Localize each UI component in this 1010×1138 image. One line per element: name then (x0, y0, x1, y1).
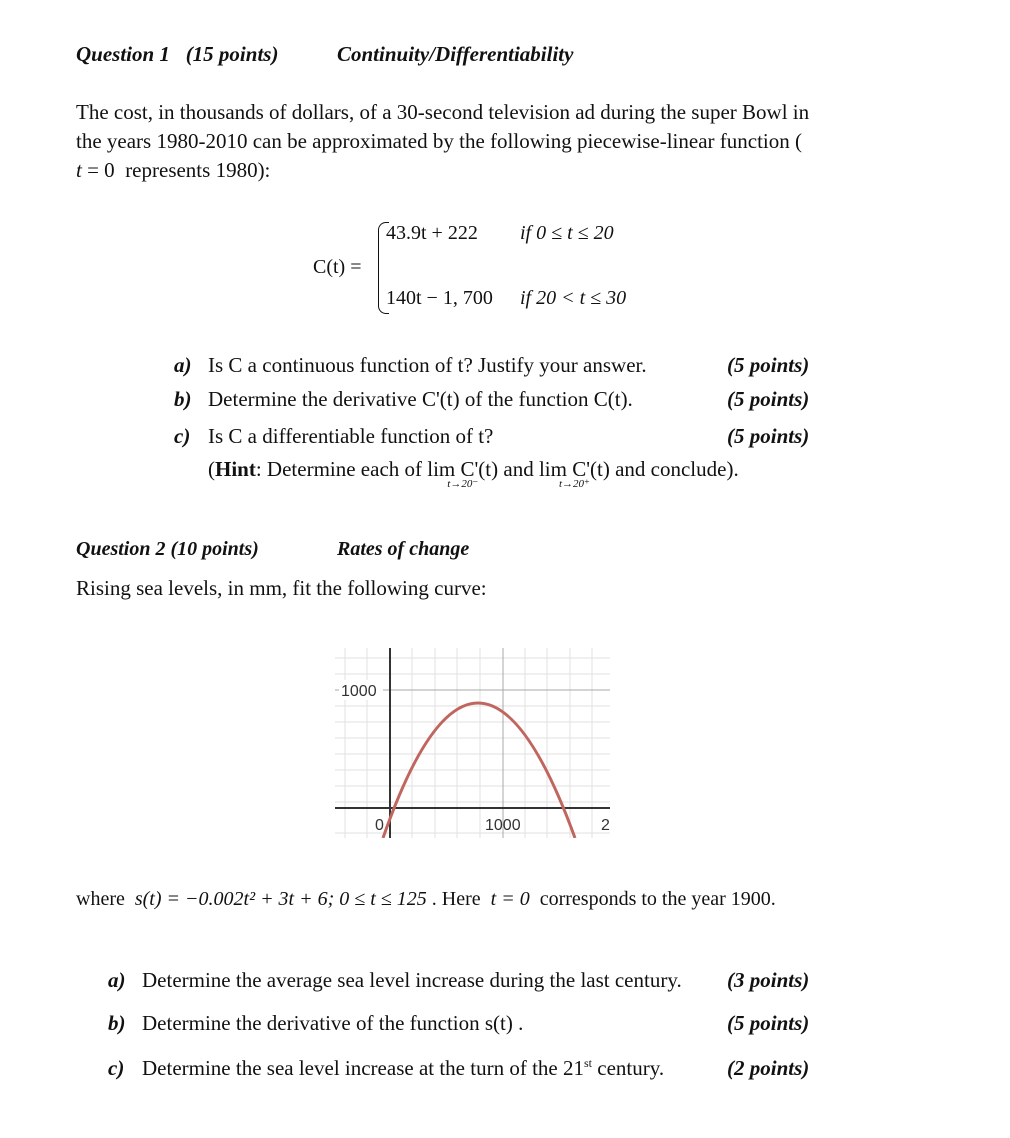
piece2-condition: if 20 < t ≤ 30 (520, 287, 627, 309)
q1-part-b-text: Determine the derivative C'(t) of the function C(t). (208, 387, 633, 411)
q2-where-line: where s(t) = −0.002t² + 3t + 6; 0 ≤ t ≤ 125 . Here t = 0 corresponds to the year 1900. (76, 888, 776, 910)
q2-part-c-text: Determine the sea level increase at the turn of the 21st century. (142, 1056, 665, 1080)
q2-intro: Rising sea levels, in mm, fit the following curve: (76, 576, 487, 600)
x-tick-label-2: 2 (601, 817, 610, 834)
y-tick-label-1000: 1000 (341, 683, 377, 700)
q1-part-b-label: b) (174, 387, 192, 411)
piece1-condition: if 0 ≤ t ≤ 20 (520, 222, 614, 244)
q2-part-c-label: c) (108, 1056, 125, 1080)
function-lhs: C(t) = (313, 256, 362, 278)
q1-topic: Continuity/Differentiability (337, 42, 574, 66)
piece2-expression: 140t − 1, 700 (386, 287, 493, 309)
q1-part-a-points: (5 points) (727, 353, 810, 377)
grid-minor (335, 648, 610, 838)
hint-limit-left: lim C'(t) t→20⁻ (427, 457, 499, 490)
q2-part-a-label: a) (108, 968, 126, 992)
x-tick-label-1000: 1000 (485, 817, 521, 834)
q2-part-b-points: (5 points) (727, 1011, 810, 1035)
q1-part-a-text: Is C a continuous function of t? Justify your answer. (208, 353, 647, 377)
q2-formula: s(t) = −0.002t² + 3t + 6; 0 ≤ t ≤ 125 (134, 888, 427, 910)
sea-level-graph (335, 648, 615, 838)
q1-heading: Question 1 (15 points) (76, 42, 279, 66)
q2-part-b-text: Determine the derivative of the function s(t) . (142, 1011, 524, 1035)
x-tick-label-0: 0 (375, 817, 384, 834)
q1-part-c-points: (5 points) (727, 424, 810, 448)
q1-part-a-label: a) (174, 353, 192, 377)
q2-part-c-points: (2 points) (727, 1056, 810, 1080)
q1-intro-line2: the years 1980-2010 can be approximated by the following piecewise-linear function ( (76, 129, 803, 153)
q2-part-a-points: (3 points) (727, 968, 810, 992)
piece1-expression: 43.9t + 222 (386, 222, 478, 244)
grid-major (335, 648, 610, 838)
q1-hint: (Hint: Determine each of lim C'(t) t→20⁻ and lim C'(t) t→20⁺ and conclude). (208, 457, 739, 490)
q1-part-c-label: c) (174, 424, 191, 448)
q2-part-a-text: Determine the average sea level increase during the last century. (142, 968, 682, 992)
q2-heading: Question 2 (10 points) (76, 538, 259, 560)
q1-part-b-points: (5 points) (727, 387, 810, 411)
q1-intro-line3: t = 0 represents 1980): (76, 158, 271, 182)
hint-limit-right: lim C'(t) t→20⁺ (538, 457, 610, 490)
q1-intro-line1: The cost, in thousands of dollars, of a 30-second television ad during the super Bowl in (76, 100, 810, 124)
q1-part-c-text: Is C a differentiable function of t? (208, 424, 494, 448)
q2-part-b-label: b) (108, 1011, 126, 1035)
q2-topic: Rates of change (337, 538, 470, 560)
